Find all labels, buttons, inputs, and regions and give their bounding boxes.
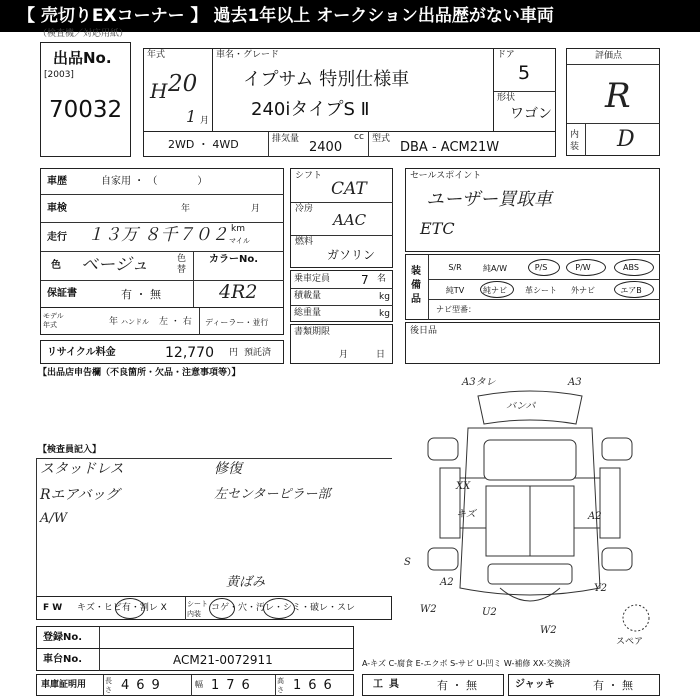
- color-code-label: カラーNo.: [209, 254, 259, 265]
- interior-note: 黄ばみ: [226, 575, 266, 590]
- circle-koge: [209, 598, 235, 619]
- shift-block: [290, 168, 393, 268]
- year-num: 20: [168, 71, 198, 97]
- lot-label: 出品No.: [53, 49, 112, 67]
- year-month: 1: [186, 107, 197, 126]
- displacement-unit: cc: [354, 132, 364, 142]
- banner: 【 売切りEXコーナー 】 過去1年以上 オークション出品歴がない車両: [0, 0, 700, 32]
- chassis-label: 車台No.: [43, 654, 83, 665]
- shape-value: ワゴン: [510, 106, 552, 122]
- doors-value: 5: [518, 62, 531, 84]
- car-damage-diagram: [400, 378, 660, 640]
- equip-genuine-tv: 純TV: [445, 286, 465, 295]
- chassis-value: ACM21-0072911: [173, 653, 273, 667]
- interior-label: 内装: [570, 130, 580, 152]
- recycle-note: 預託済: [244, 348, 272, 358]
- cert-width-label: 幅: [195, 680, 203, 689]
- type-label: 型式: [372, 134, 391, 144]
- reg-label: 登録No.: [43, 632, 83, 643]
- mark-kizu: キズ: [456, 509, 476, 520]
- weight-unit: kg: [379, 309, 390, 319]
- equipment-box: [405, 254, 660, 320]
- color-label: 色: [51, 260, 61, 271]
- equip-power-steering: P/S: [534, 263, 548, 272]
- cert-height: 166: [293, 678, 339, 693]
- model-year-handle: 左 ・ 右: [159, 317, 192, 327]
- mark-xx: XX: [456, 481, 471, 492]
- seat-label: シート内装: [187, 600, 208, 618]
- score-label: 評価点: [595, 51, 623, 61]
- fuel-value: ガソリン: [327, 248, 376, 262]
- spec-row: [143, 131, 556, 157]
- after-date-box: [405, 322, 660, 364]
- mark-a2-right: A2: [588, 511, 602, 522]
- jack-value: 有 ・ 無: [593, 679, 633, 692]
- capacity-unit: 名: [377, 274, 387, 284]
- cert-row: [36, 674, 354, 696]
- equipment-label: 装備品: [411, 266, 421, 305]
- interior-row: [36, 596, 392, 620]
- history-block: [40, 168, 284, 308]
- history-options: 自家用 ・ （ ）: [101, 176, 208, 187]
- after-date-label: 後日品: [410, 326, 438, 336]
- report-header: 【出品店申告欄（不良箇所・欠品・注意事項等）】: [38, 368, 241, 378]
- year-month-unit: 月: [200, 116, 210, 126]
- color-value: ベージュ: [81, 255, 149, 275]
- model-year-handle-label: ハンドル: [121, 318, 149, 326]
- inspection-month: 月: [251, 204, 261, 214]
- color-change-label: 色替: [177, 254, 187, 275]
- type-value: DBA - ACM21W: [400, 140, 500, 155]
- mark-y2-right: Y2: [594, 583, 607, 594]
- jack-label: ジャッキ: [515, 679, 555, 690]
- displacement-value: 2400: [309, 140, 343, 155]
- spare-tire: [623, 605, 649, 631]
- equip-leather-seat: 革シート: [525, 286, 557, 295]
- cert-length: 469: [121, 678, 167, 693]
- equip-genuine-navi: 純ナビ: [483, 286, 507, 295]
- equip-airbag: エアB: [620, 286, 642, 295]
- cert-width: 176: [211, 678, 257, 693]
- inspection-year: 年: [181, 204, 191, 214]
- weight-label: 総重量: [294, 308, 322, 318]
- model-year-year: 年: [109, 317, 119, 327]
- valid-until-month: 月: [339, 350, 349, 360]
- recycle-unit: 円: [229, 348, 239, 358]
- load-label: 積載量: [294, 291, 322, 301]
- valid-until-day: 日: [376, 350, 386, 360]
- mark-s: S: [404, 557, 411, 568]
- equip-genuine-aw: 純A/W: [482, 264, 508, 273]
- doors-box: [493, 48, 556, 132]
- note-repair: 修復: [214, 461, 242, 477]
- shift-label: シフト: [295, 171, 323, 181]
- mark-top-right: A3: [568, 377, 582, 388]
- sales-points-line1: ユーザー買取車: [426, 189, 552, 210]
- circle-ps: [528, 259, 560, 276]
- equip-power-window: P/W: [575, 263, 591, 272]
- model-grade: 240iタイプS Ⅱ: [251, 99, 370, 120]
- fw-items: キズ・ヒビ有・割レ X: [77, 603, 167, 613]
- model-year-label: モデル年式: [43, 312, 64, 329]
- chassis-row: [36, 648, 354, 671]
- model-name: イプサム 特別仕様車: [243, 69, 410, 90]
- note-studless: スタッドレス: [40, 461, 124, 477]
- circle-yogore: [263, 598, 295, 619]
- interior-value: D: [617, 127, 635, 152]
- year-era: H: [150, 79, 168, 103]
- model-year-dealer: ディーラー・並行: [205, 318, 269, 327]
- mark-u2: U2: [482, 607, 497, 618]
- recycle-label: リサイクル料金: [47, 347, 116, 358]
- capacity-label: 乗車定員: [294, 274, 331, 284]
- shift-value: CAT: [331, 179, 367, 199]
- cert-label: 車庫証明用: [41, 680, 87, 690]
- year-label: 年式: [147, 50, 166, 60]
- mileage-unit-mile: マイル: [229, 237, 250, 245]
- model-year-row: [40, 307, 284, 335]
- lot-small-code: [2003]: [44, 70, 74, 80]
- aircon-value: AAC: [333, 211, 367, 229]
- note-aw: A/W: [40, 511, 68, 526]
- recycle-row: [40, 340, 284, 364]
- load-unit: kg: [379, 292, 390, 302]
- sales-points-box: [405, 168, 660, 252]
- inspector-header: 【検査員記入】: [38, 445, 102, 455]
- cert-height-label: 高さ: [277, 677, 284, 694]
- warranty-value: 有 ・ 無: [121, 288, 161, 301]
- mileage-value: １３万 ８千７０２: [87, 225, 229, 245]
- sales-points-label: セールスポイント: [410, 171, 482, 181]
- note-pillar: 左センターピラー部: [214, 487, 331, 502]
- mark-top-left: A3タレ: [462, 377, 496, 388]
- fuel-label: 燃料: [295, 237, 314, 247]
- year-box: [143, 48, 213, 132]
- model-label: 車名・グレード: [216, 50, 280, 60]
- tools-value: 有 ・ 無: [437, 679, 477, 692]
- jack-row: [508, 674, 660, 696]
- equip-sunroof: S/R: [448, 263, 462, 272]
- circle-abs: [614, 259, 654, 276]
- mark-w2: W2: [420, 604, 437, 615]
- displacement-label: 排気量: [272, 134, 300, 144]
- score-box: [566, 48, 660, 156]
- cert-length-label: 長さ: [105, 677, 112, 694]
- score-value: R: [605, 76, 631, 116]
- drive-value: 2WD ・ 4WD: [168, 138, 239, 151]
- circle-pw: [566, 259, 606, 276]
- category-label: （検査機／対応用紙）: [38, 29, 129, 39]
- tools-label: 工具: [373, 679, 405, 690]
- equip-abs: ABS: [623, 263, 639, 272]
- seat-items: コゲ・穴・汚レ・シミ・破レ・スレ: [211, 603, 356, 613]
- inspection-label: 車検: [47, 203, 67, 214]
- mileage-label: 走行: [47, 232, 67, 243]
- mileage-unit-km: km: [231, 224, 245, 234]
- circle-hibi: [115, 598, 145, 619]
- shape-label: 形状: [497, 93, 516, 103]
- history-label: 車歴: [47, 176, 67, 187]
- recycle-value: 12,770: [165, 345, 214, 361]
- circle-navi: [480, 281, 514, 298]
- capacity-value: 7: [361, 273, 369, 287]
- fw-label: F W: [43, 603, 63, 613]
- valid-until-label: 書類期限: [294, 327, 331, 337]
- reg-row: [36, 626, 354, 649]
- lot-box: [40, 42, 131, 157]
- color-code: 4R2: [219, 281, 258, 303]
- doors-label: ドア: [497, 50, 515, 60]
- aircon-label: 冷房: [295, 204, 314, 214]
- lot-number: 70032: [49, 97, 123, 123]
- warranty-label: 保証書: [47, 288, 77, 299]
- spare-label: スペア: [616, 637, 644, 647]
- note-r-airbag: Rエアバッグ: [40, 487, 120, 503]
- mark-a2-bottom: A2: [440, 577, 454, 588]
- mark-w2-bottom: W2: [540, 625, 557, 636]
- tools-row: [362, 674, 504, 696]
- equip-aftermarket-navi: 外ナビ: [571, 286, 595, 295]
- capacity-block: [290, 270, 393, 322]
- valid-until-block: [290, 324, 393, 364]
- legend: A-キズ C-腐食 E-エクボ S-サビ U-凹ミ W-補修 XX-交換済: [362, 659, 571, 668]
- sales-points-line2: ETC: [420, 219, 455, 238]
- mark-rear: バンパ: [506, 401, 536, 412]
- circle-airbag: [614, 281, 654, 298]
- model-box: [212, 48, 494, 132]
- navi-model-label: ナビ型番：: [436, 305, 476, 314]
